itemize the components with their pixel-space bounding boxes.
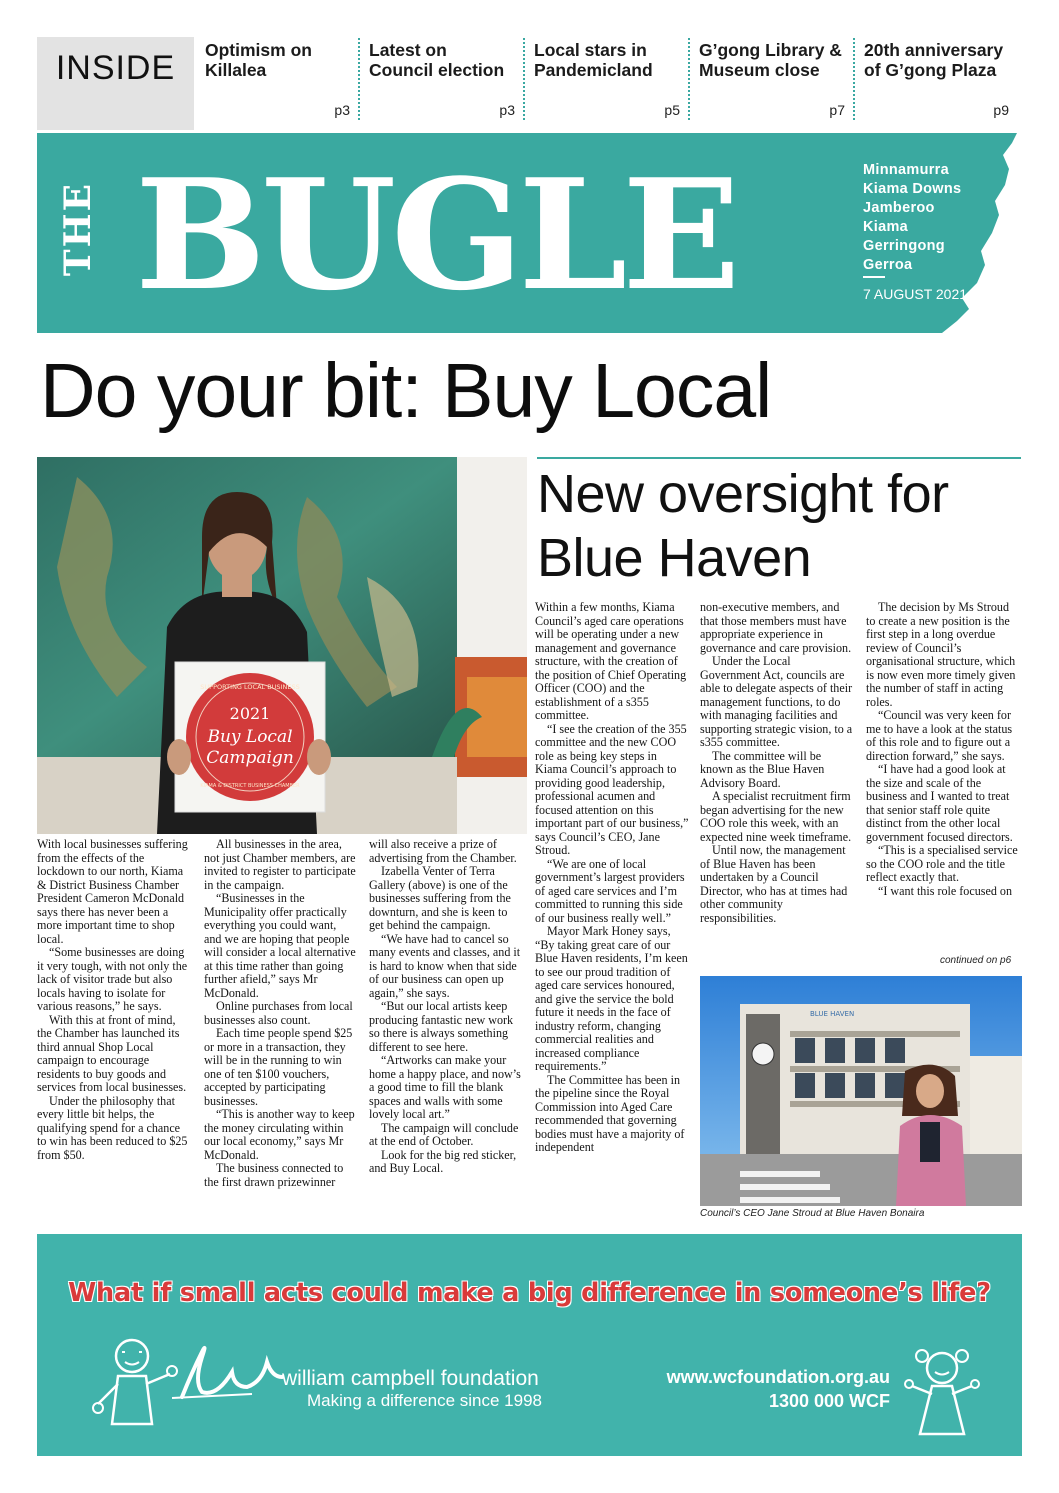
town-name: Gerringong — [863, 238, 945, 254]
issue-date: 7 AUGUST 2021 — [863, 286, 968, 302]
headline-rule — [537, 457, 1021, 459]
paragraph: The business connected to the first drawn prizewinner — [204, 1161, 344, 1189]
masthead-the: THE — [57, 181, 99, 277]
paragraph: Mayor Mark Honey says, “By taking great care of our Blue Haven residents, I’m keen to see our proud tradition of aged care services honoured, and give the service the bold future it needs in the face of industry reform, changing commercial realities and increased compliance requirements.” — [535, 924, 688, 1073]
teaser-page: p9 — [993, 102, 1009, 118]
teaser-item[interactable] — [369, 40, 515, 128]
ad-org-name: william campbell foundation — [282, 1367, 539, 1390]
paragraph: Look for the big red sticker, and Buy Local. — [369, 1147, 517, 1175]
teaser-title: Latest on Council election — [369, 40, 505, 80]
photo-buy-local — [37, 457, 527, 834]
paragraph: “I have had a good look at the size and scale of the business and I wanted to treat that senior staff role quite distinct from the other local government focused directors. — [866, 762, 1013, 844]
teaser-divider — [688, 38, 690, 120]
ad-website-link[interactable]: www.wcfoundation.org.au — [666, 1367, 890, 1387]
photo-blue-haven — [700, 976, 1022, 1206]
inside-label: INSIDE — [37, 37, 194, 130]
photo-caption: Council’s CEO Jane Stroud at Blue Haven Bonaira — [700, 1208, 925, 1219]
paragraph: Izabella Venter of Terra Gallery (above) is one of the businesses suffering from the downturn, and she is keen to get behind the campaign. — [369, 864, 511, 932]
article2-column-3 — [866, 601, 1021, 898]
girl-figure-icon — [902, 1346, 982, 1446]
article1-column-1 — [37, 838, 189, 1162]
article1-column-3 — [369, 838, 524, 1176]
teaser-page: p5 — [664, 102, 680, 118]
teaser-divider — [853, 38, 855, 120]
article2-column-1 — [535, 601, 689, 1155]
masthead-title: BUGLE — [135, 145, 736, 324]
teaser-divider — [523, 38, 525, 120]
article1-column-2 — [204, 838, 356, 1189]
paragraph: “I want this role focused on — [878, 883, 1012, 898]
sticker-bottom-text: KIAMA & DISTRICT BUSINESS CHAMBER — [200, 783, 300, 789]
paragraph: Each time people spend $25 or more in a transaction, they will be in the running to win one of ten $100 vouchers, accepted by participating businesses. — [204, 1026, 353, 1108]
town-name: Kiama — [863, 219, 909, 235]
teaser-page: p7 — [829, 102, 845, 118]
sticker-year: 2021 — [229, 704, 271, 723]
teaser-title: Local stars in Pandemicland — [534, 40, 653, 80]
paragraph: Online purchases from local businesses also count. — [204, 999, 353, 1027]
paragraph: “We are one of local government’s largest providers of aged care services and I’m committed to running this side of our business really well.” — [535, 856, 685, 925]
teaser-title: G’gong Library & Museum close — [699, 40, 842, 80]
paragraph: Until now, the management of Blue Haven has been undertaken by a Council Director, who has at times had other community responsibilities. — [700, 843, 848, 925]
wcf-logo-icon — [172, 1342, 292, 1402]
sticker-line1: Buy Local — [207, 727, 293, 747]
paragraph: “Council was very keen for me to have a look at the status of this role and to figure out a direction forward,” she says. — [866, 708, 1013, 763]
paragraph: “Businesses in the Municipality offer practically everything you could want, and we are hoping that people will consider a local alternative at this time rather than going further afield,” says Mr McDonald. — [204, 891, 356, 1000]
main-headline: Do your bit: Buy Local — [40, 348, 772, 434]
paragraph: “Some businesses are doing it very tough, with not only the lack of visitor trade but also locals having to isolate for various reasons,” he says. — [37, 945, 188, 1013]
teaser-item[interactable] — [864, 40, 1009, 128]
paragraph: “We have had to cancel so many events and classes, and it is hard to know when that side of our business can open up again,” she says. — [369, 931, 521, 1000]
town-name: Jamberoo — [863, 200, 935, 216]
paragraph: non-executive members, and that those members must have appropriate experience in governance and care provision. — [700, 600, 852, 655]
town-name: Minnamurra — [863, 162, 949, 178]
town-name: Kiama Downs — [863, 181, 962, 197]
paragraph: The decision by Ms Stroud to create a new position is the first step in a long overdue review of Council’s organisational structure, which is now even more timely given the number of staff in acting roles. — [866, 600, 1016, 709]
teaser-page: p3 — [334, 102, 350, 118]
paragraph: All businesses in the area, not just Chamber members, are invited to register to participate in the campaign. — [204, 837, 356, 892]
paragraph: Under the philosophy that every little bit helps, the qualifying spend for a chance to win has been reduced to $25 from $50. — [37, 1093, 188, 1162]
ad-phone[interactable]: 1300 000 WCF — [768, 1391, 890, 1411]
paragraph: will also receive a prize of advertising from the Chamber. — [369, 837, 517, 865]
paragraph: The committee will be known as the Blue Haven Advisory Board. — [700, 748, 825, 790]
paragraph: “Artworks can make your home a happy place, and now’s a good time to fill the blank spaces and walls with some lovely local art.” — [369, 1053, 521, 1121]
building-sign: BLUE HAVEN — [810, 1010, 855, 1018]
town-name: Gerroa — [863, 257, 913, 273]
paragraph: “But our local artists keep producing fantastic new work so there is always something different to see here. — [369, 999, 514, 1054]
teaser-item[interactable] — [205, 40, 350, 128]
masthead-towns — [863, 161, 961, 275]
teaser-title: Optimism on Killalea — [205, 40, 312, 80]
paragraph: A specialist recruitment firm began advertising for the new COO role this week, with an expected nine week timeframe. — [700, 789, 852, 844]
paragraph: With this at front of mind, the Chamber has launched its third annual Shop Local campaign to encourage residents to buy goods and services from local businesses. — [37, 1012, 187, 1094]
paragraph: “This is a specialised service so the COO role and the title reflect exactly that. — [866, 843, 1018, 884]
paragraph: With local businesses suffering from the effects of the lockdown to our north, Kiama & District Business Chamber President Cameron McDonald says there has never been a more important time to shop local. — [37, 837, 188, 946]
article-headline: New oversight for Blue Haven — [537, 464, 949, 588]
teaser-title: 20th anniversary of G’gong Plaza — [864, 40, 1004, 80]
ad-headline: What if small acts could make a big difference in someone’s life? — [68, 1278, 991, 1308]
paragraph: Within a few months, Kiama Council’s aged care operations will be operating under a new management and governance structure, with the creation of the position of Chief Operating Officer (COO) and the establishment of a s355 committee. — [535, 600, 687, 722]
paragraph: The campaign will conclude at the end of October. — [369, 1120, 519, 1148]
masthead — [37, 133, 1022, 333]
sticker-top-text: SUPPORTING LOCAL BUSINESS — [200, 683, 300, 691]
child-figure-icon — [92, 1334, 182, 1434]
paragraph: The Committee has been in the pipeline since the Royal Commission into Aged Care recommended that governing bodies must have a majority of independent — [535, 1072, 685, 1154]
teaser-item[interactable] — [699, 40, 845, 128]
teaser-item[interactable] — [534, 40, 680, 128]
ad-tagline: Making a difference since 1998 — [307, 1391, 543, 1410]
sticker-line2: Campaign — [206, 748, 294, 768]
paragraph: “This is another way to keep the money circulating within our local economy,” says Mr McDonald. — [204, 1107, 355, 1162]
date-divider — [863, 276, 885, 278]
paragraph: “I see the creation of the 355 committee and the new COO role as being key steps in Kiama Council’s approach to providing good leadership, professional acumen and focused attention on this important part of our business,” says Council’s CEO, Jane Stroud. — [535, 721, 689, 857]
advertisement-banner[interactable] — [37, 1234, 1022, 1456]
teaser-page: p3 — [499, 102, 515, 118]
continued-link[interactable]: continued on p6 — [940, 955, 1012, 966]
teaser-divider — [358, 38, 360, 120]
paragraph: Under the Local Government Act, councils are able to delegate aspects of their management functions, to do with managing facilities and supporting strategic vision, to a s355 committee. — [700, 654, 853, 749]
article2-column-2 — [700, 601, 854, 925]
